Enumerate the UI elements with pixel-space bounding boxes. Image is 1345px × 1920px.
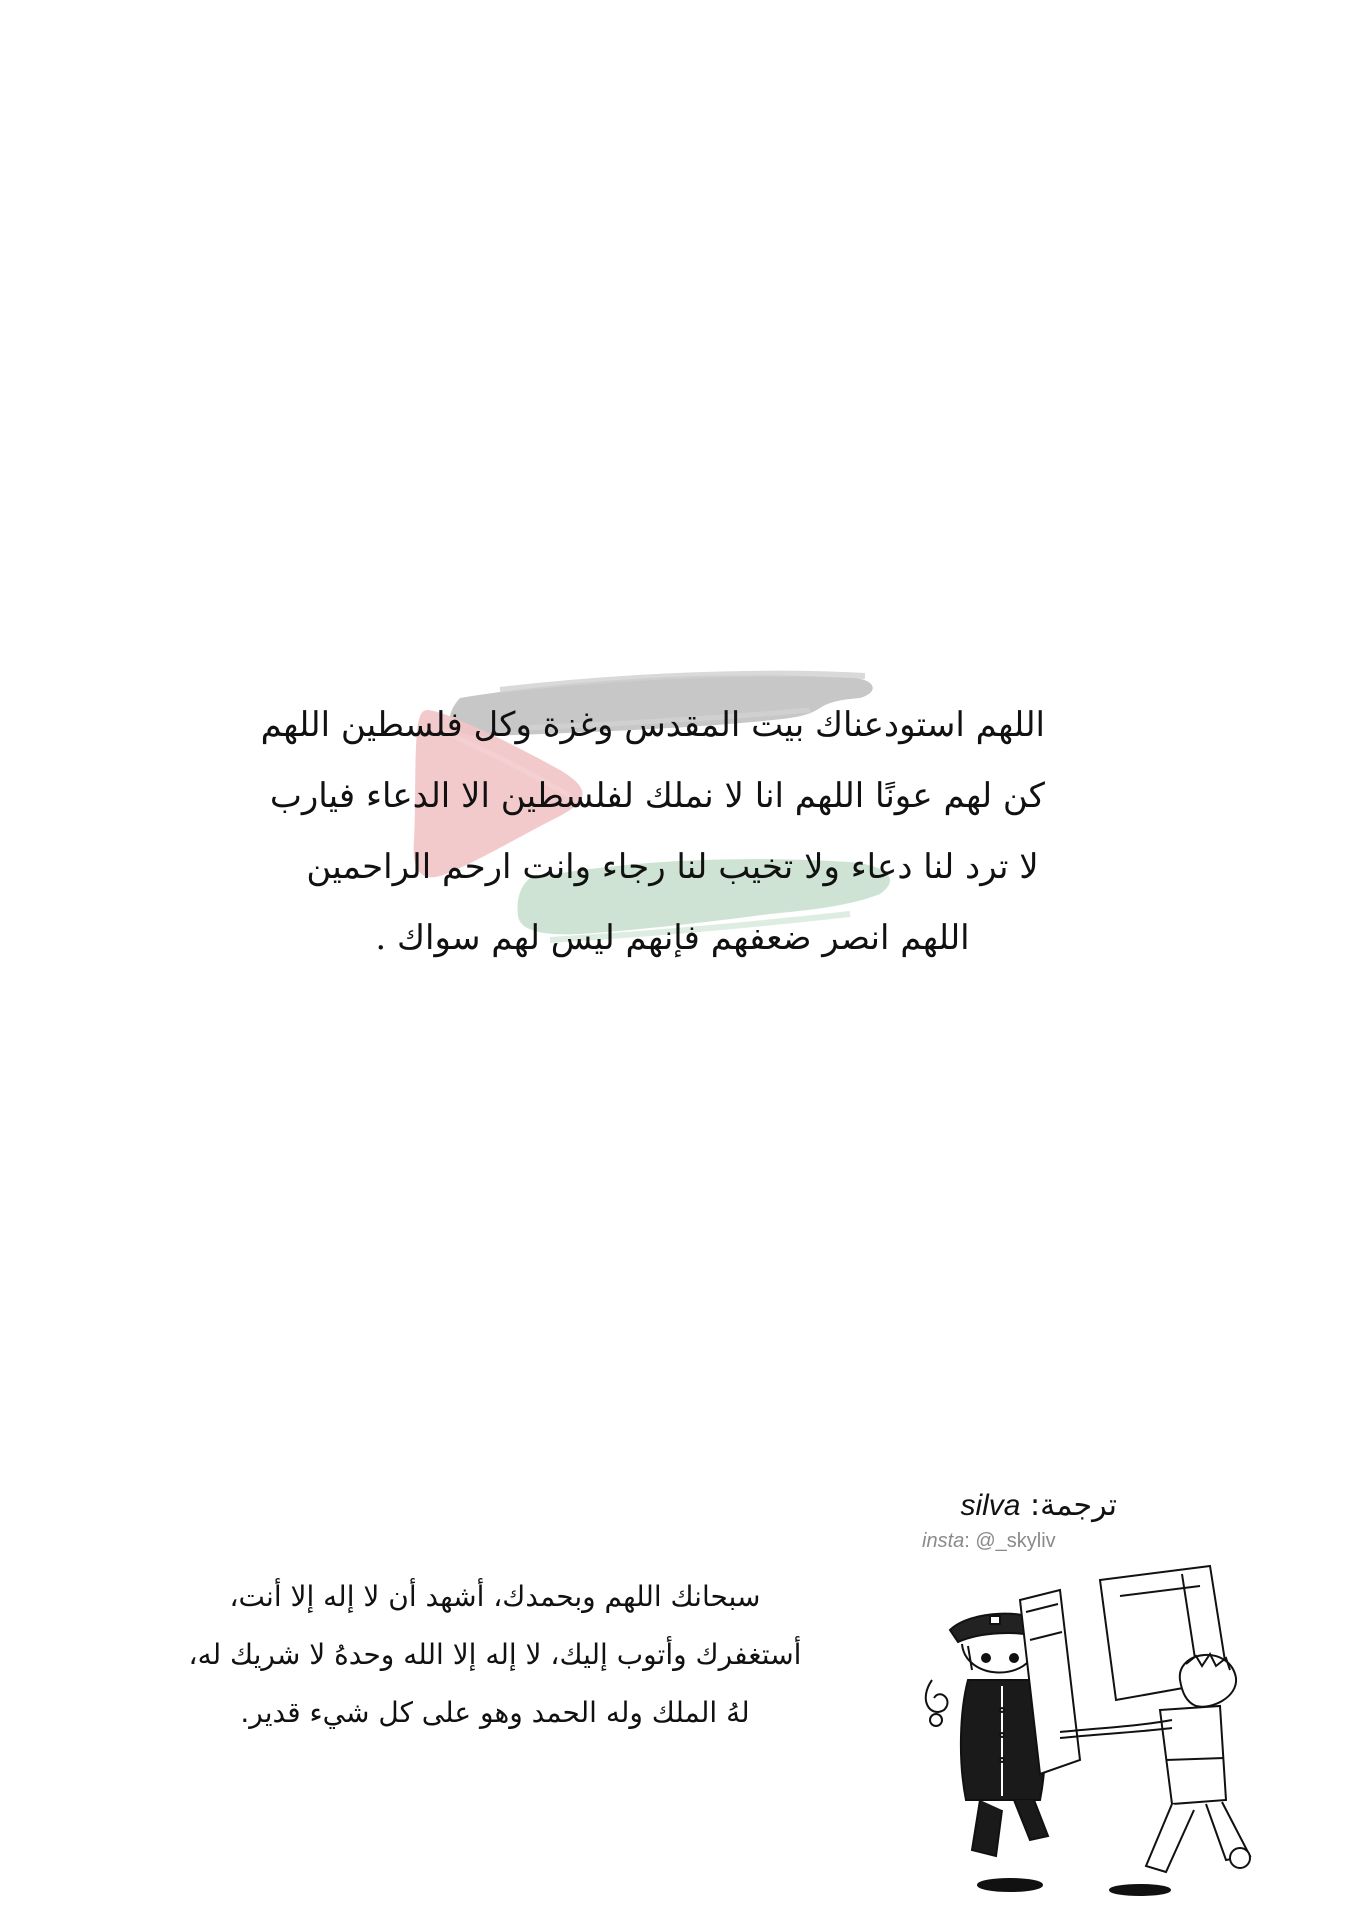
translator-label: ترجمة: xyxy=(1030,1488,1117,1523)
dua-line: لا ترد لنا دعاء ولا تخيب لنا رجاء وانت ارحم الراحمين xyxy=(306,847,1039,887)
translator-credit xyxy=(960,1488,1117,1523)
instagram-credit xyxy=(922,1530,1056,1553)
dhikr-text-block xyxy=(170,1568,820,1742)
dua-line: اللهم انصر ضعفهم فإنهم ليس لهم سواك . xyxy=(375,918,970,958)
dhikr-line: أستغفرك وأتوب إليك، لا إله إلا الله وحدهُ لا شريك له، xyxy=(188,1638,802,1671)
dhikr-line: سبحانك اللهم وبحمدك، أشهد أن لا إله إلا أنت، xyxy=(229,1580,761,1613)
chibi-characters-illustration-icon xyxy=(910,1560,1270,1900)
dua-text-block xyxy=(260,690,1045,974)
insta-handle: : @_skyliv xyxy=(964,1530,1056,1552)
dua-line: اللهم استودعناك بيت المقدس وغزة وكل فلسطين اللهم xyxy=(260,705,1045,745)
dhikr-line: لهُ الملك وله الحمد وهو على كل شيء قدير. xyxy=(240,1696,750,1729)
dua-line: كن لهم عونًا اللهم انا لا نملك لفلسطين الا الدعاء فيارب xyxy=(269,776,1045,816)
translator-name: silva xyxy=(960,1489,1021,1522)
insta-label: insta xyxy=(922,1530,965,1552)
